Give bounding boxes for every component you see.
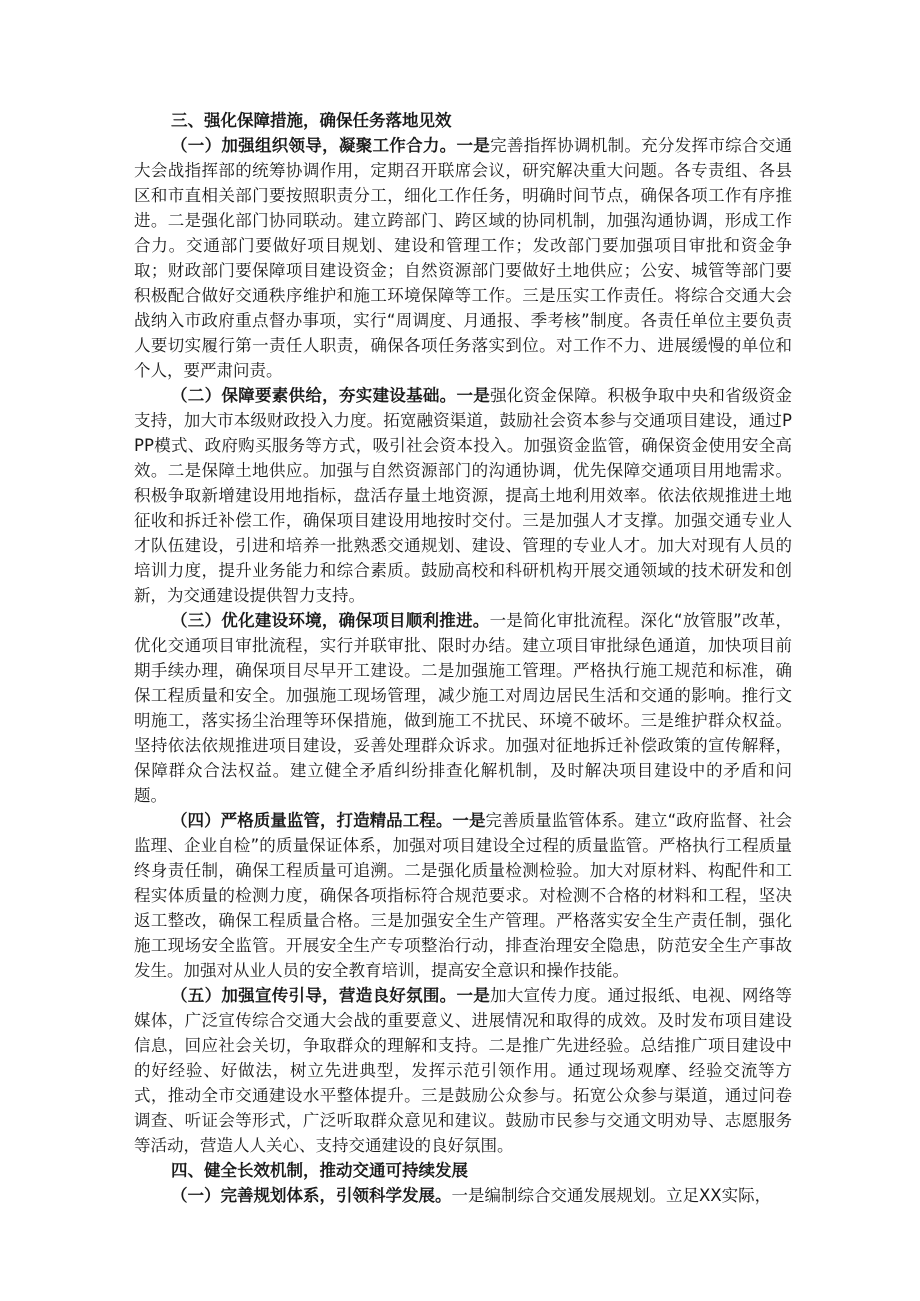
section-heading-4: 四、健全长效机制，推动交通可持续发展 <box>171 1161 468 1180</box>
paragraph-3-body: 一是简化审批流程。深化“放管服”改革，优化交通项目审批流程，实行并联审批、限时办结。建立项目审批绿色通道，加快项目前期手续办理，确保项目尽早开工建设。二是加强施工管理。严格执行施工规范和标准，确保工程质量和安全。加强施工现场管理，减少施工对周边居民生活和交通的影响。推行文明施工，落实扬尘治理等环保措施，做到施工不扰民、环境不破坏。三是维护群众权益。坚持依法依规推进项目建设，妥善处理群众诉求。加强对征地拆迁补偿政策的宣传解释，保障群众合法权益。建立健全矛盾纠纷排查化解机制，及时解决项目建设中的矛盾和问题。 <box>134 611 793 805</box>
paragraph-3-lead: （三）优化建设环境，确保项目顺利推进。 <box>171 611 490 630</box>
paragraph-2-sub: 一是 <box>456 386 491 405</box>
document-page <box>134 108 792 1208</box>
paragraph-2-body: 强化资金保障。积极争取中央和省级资金支持，加大市本级财政投入力度。拓宽融资渠道，鼓励社会资本参与交通项目建设，通过PPP模式、政府购买服务等方式，吸引社会资本投入。加强资金监管，确保资金使用安全高效。二是保障土地供应。加强与自然资源部门的沟通协调，优先保障交通项目用地需求。积极争取新增建设用地指标，盘活存量土地资源，提高土地利用效率。依法依规推进土地征收和拆迁补偿工作，确保项目建设用地按时交付。三是加强人才支撑。加强交通专业人才队伍建设，引进和培养一批熟悉交通规划、建设、管理的专业人才。加大对现有人员的培训力度，提升业务能力和综合素质。鼓励高校和科研机构开展交通领域的技术研发和创新，为交通建设提供智力支持。 <box>134 386 793 605</box>
paragraph-1-sub: 一是 <box>456 136 491 155</box>
paragraph-2-lead: （二）保障要素供给，夯实建设基础。 <box>171 386 457 405</box>
paragraph-5 <box>134 983 792 1158</box>
paragraph-3 <box>134 608 792 808</box>
paragraph-1-body: 完善指挥协调机制。充分发挥市综合交通大会战指挥部的统筹协调作用，定期召开联席会议，研究解决重大问题。各专责组、各县区和市直相关部门要按照职责分工，细化工作任务，明确时间节点，确保各项工作有序推进。二是强化部门协同联动。建立跨部门、跨区域的协同机制，加强沟通协调，形成工作合力。交通部门要做好项目规划、建设和管理工作；发改部门要加强项目审批和资金争取；财政部门要保障项目建设资金；自然资源部门要做好土地供应；公安、城管等部门要积极配合做好交通秩序维护和施工环境保障等工作。三是压实工作责任。将综合交通大会战纳入市政府重点督办事项，实行“周调度、月通报、季考核”制度。各责任单位主要负责人要切实履行第一责任人职责，确保各项任务落实到位。对工作不力、进展缓慢的单位和个人，要严肃问责。 <box>134 136 793 380</box>
paragraph-6 <box>134 1183 792 1208</box>
paragraph-4 <box>134 808 792 983</box>
section-heading-3: 三、强化保障措施，确保任务落地见效 <box>171 111 452 130</box>
paragraph-6-lead: （一）完善规划体系，引领科学发展。 <box>171 1186 452 1205</box>
paragraph-5-body: 加大宣传力度。通过报纸、电视、网络等媒体，广泛宣传综合交通大会战的重要意义、进展情况和取得的成效。及时发布项目建设信息，回应社会关切，争取群众的理解和支持。二是推广先进经验。总结推广项目建设中的好经验、好做法，树立先进典型，发挥示范引领作用。通过现场观摩、经验交流等方式，推动全市交通建设水平整体提升。三是鼓励公众参与。拓宽公众参与渠道，通过问卷调查、听证会等形式，广泛听取群众意见和建议。鼓励市民参与交通文明劝导、志愿服务等活动，营造人人关心、支持交通建设的良好氛围。 <box>134 986 793 1155</box>
paragraph-1-lead: （一）加强组织领导，凝聚工作合力。 <box>171 136 457 155</box>
paragraph-4-sub: 一是 <box>452 811 486 830</box>
paragraph-5-sub: 一是 <box>456 986 491 1005</box>
paragraph-5-lead: （五）加强宣传引导，营造良好氛围。 <box>171 986 457 1005</box>
paragraph-1 <box>134 133 792 383</box>
paragraph-4-body: 完善质量监管体系。建立“政府监督、社会监理、企业自检”的质量保证体系，加强对项目建设全过程的质量监管。严格执行工程质量终身责任制，确保工程质量可追溯。二是强化质量检测检验。加大对原材料、构配件和工程实体质量的检测力度，确保各项指标符合规范要求。对检测不合格的材料和工程，坚决返工整改，确保工程质量合格。三是加强安全生产管理。严格落实安全生产责任制，强化施工现场安全监管。开展安全生产专项整治行动，排查治理安全隐患，防范安全生产事故发生。加强对从业人员的安全教育培训，提高安全意识和操作技能。 <box>134 811 792 980</box>
paragraph-4-lead: （四）严格质量监管，打造精品工程。 <box>171 811 453 830</box>
paragraph-6-body: 一是编制综合交通发展规划。立足XX实际， <box>451 1186 772 1205</box>
paragraph-2 <box>134 383 792 608</box>
